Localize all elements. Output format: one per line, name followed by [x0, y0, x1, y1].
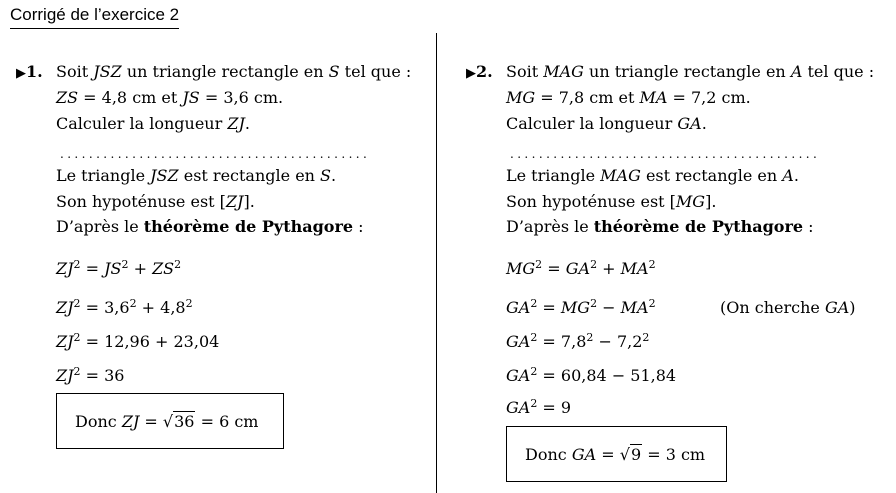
equation-2: $ZJ^2 = 3,6^2 + 4,8^2$ — [56, 297, 193, 317]
column-divider — [436, 33, 437, 493]
exercise-2-number: ▶2. — [466, 62, 493, 81]
statement-line: Soit MAG un triangle rectangle en A tel que : — [506, 62, 875, 81]
result-box — [506, 426, 727, 482]
fact-line: Le triangle JSZ est rectangle en S. — [56, 166, 337, 185]
separator-dots: ........................................... — [60, 147, 371, 161]
triangle-marker-icon: ▶ — [466, 66, 476, 81]
triangle-marker-icon: ▶ — [16, 66, 26, 81]
page-title: Corrigé de l’exercice 2 — [10, 4, 179, 29]
hypotenuse-line: Son hypoténuse est [ZJ]. — [56, 192, 255, 211]
theorem-line: D’après le théorème de Pythagore : — [506, 217, 814, 236]
sqrt-symbol: √36 — [162, 412, 195, 431]
equation-5: $GA^2 = 9$ — [506, 397, 572, 417]
question-line: Calculer la longueur GA. — [506, 114, 707, 133]
result-box — [56, 393, 284, 449]
equation-2: $GA^2 = MG^2 - MA^2$ — [506, 297, 656, 317]
theorem-line: D’après le théorème de Pythagore : — [56, 217, 364, 236]
data-line: MG = 7,8 cm et MA = 7,2 cm. — [506, 88, 751, 107]
equation-1: $ZJ^2 = JS^2 + ZS^2$ — [56, 258, 182, 278]
result-text: Donc ZJ = √36 = 6 cm — [75, 412, 259, 431]
search-note: (On cherche GA) — [720, 298, 856, 317]
equation-4: $GA^2 = 60,84 - 51,84$ — [506, 365, 677, 385]
question-line: Calculer la longueur ZJ. — [56, 114, 250, 133]
statement-line: Soit JSZ un triangle rectangle en S tel que : — [56, 62, 412, 81]
equation-4: $ZJ^2 = 36$ — [56, 365, 125, 385]
equation-3: $ZJ^2 = 12,96 + 23,04$ — [56, 331, 220, 351]
result-text: Donc GA = √9 = 3 cm — [525, 445, 706, 464]
separator-dots: ........................................... — [510, 147, 821, 161]
equation-1: $MG^2 = GA^2 + MA^2$ — [506, 258, 656, 278]
sqrt-symbol: √9 — [619, 445, 642, 464]
exercise-1-number: ▶1. — [16, 62, 43, 81]
hypotenuse-line: Son hypoténuse est [MG]. — [506, 192, 717, 211]
fact-line: Le triangle MAG est rectangle en A. — [506, 166, 799, 185]
equation-3: $GA^2 = 7,8^2 - 7,2^2$ — [506, 331, 650, 351]
data-line: ZS = 4,8 cm et JS = 3,6 cm. — [56, 88, 284, 107]
